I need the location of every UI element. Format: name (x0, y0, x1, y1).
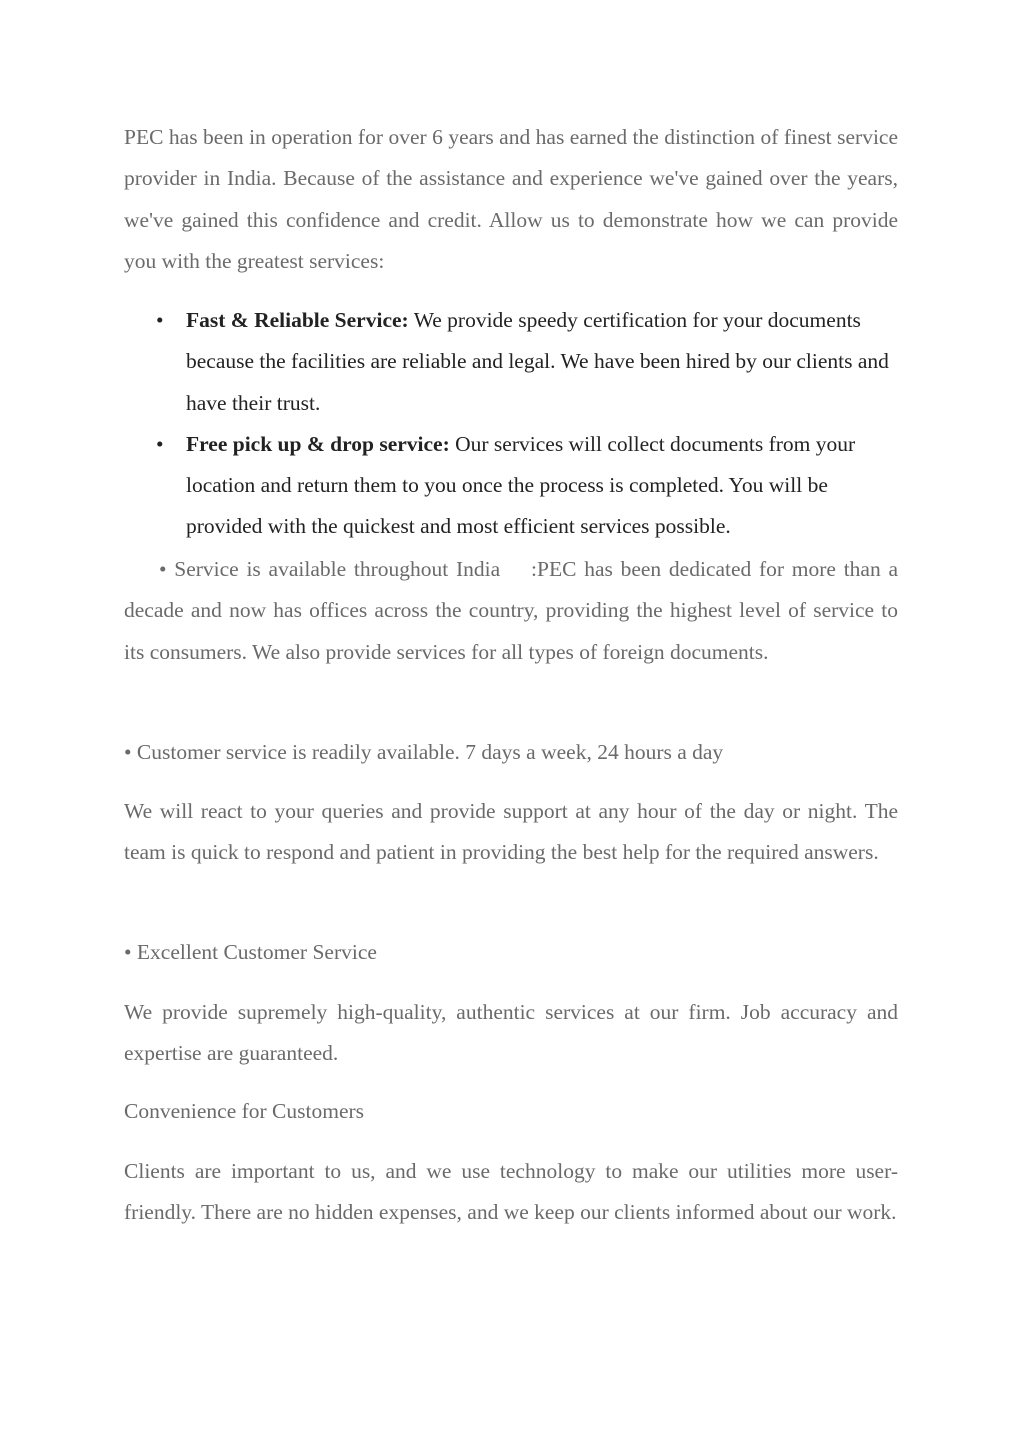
quality-paragraph: We provide supremely high-quality, authentic services at our firm. Job accuracy and expertise are guaranteed. (124, 1000, 898, 1066)
convenience-heading: Convenience for Customers (124, 1099, 365, 1123)
queries-paragraph: We will react to your queries and provide support at any hour of the day or night. The team is quick to respond and patient in providing the best help for the required answers. (124, 799, 898, 865)
excellent-service-heading: • Excellent Customer Service (124, 940, 377, 964)
bullet-heading: Fast & Reliable Service: (186, 308, 409, 332)
bullet-text: Our services will collect documents from your location and return them to you once the process is completed. You will be provided with the quickest and most efficient services possible. (186, 431, 856, 539)
clients-paragraph: Clients are important to us, and we use technology to make our utilities more user-friendly. There are no hidden expenses, and we keep our clients informed about our work. (124, 1159, 898, 1225)
customer-service-line: • Customer service is readily available. 7 days a week, 24 hours a day (124, 740, 724, 764)
services-bullet-list (124, 300, 898, 548)
bullet-marker: • (156, 308, 164, 332)
list-item (124, 424, 898, 548)
india-availability-paragraph: • Service is available throughout India :PEC has been dedicated for more than a decade and now has offices across the country, providing the highest level of service to its consumers. We also provide services for all types of foreign documents. (124, 557, 898, 664)
intro-paragraph: PEC has been in operation for over 6 years and has earned the distinction of finest service provider in India. Because of the assistance and experience we've gained over the years, we've gained this confidence and credit. Allow us to demonstrate how we can provide you with the greatest services: (124, 125, 898, 273)
list-item (124, 300, 898, 424)
bullet-marker: • (156, 431, 164, 456)
bullet-heading: Free pick up & drop service: (186, 431, 450, 456)
bullet-text: We provide speedy certification for your documents because the facilities are reliable and legal. We have been hired by our clients and have their trust. (186, 308, 889, 415)
